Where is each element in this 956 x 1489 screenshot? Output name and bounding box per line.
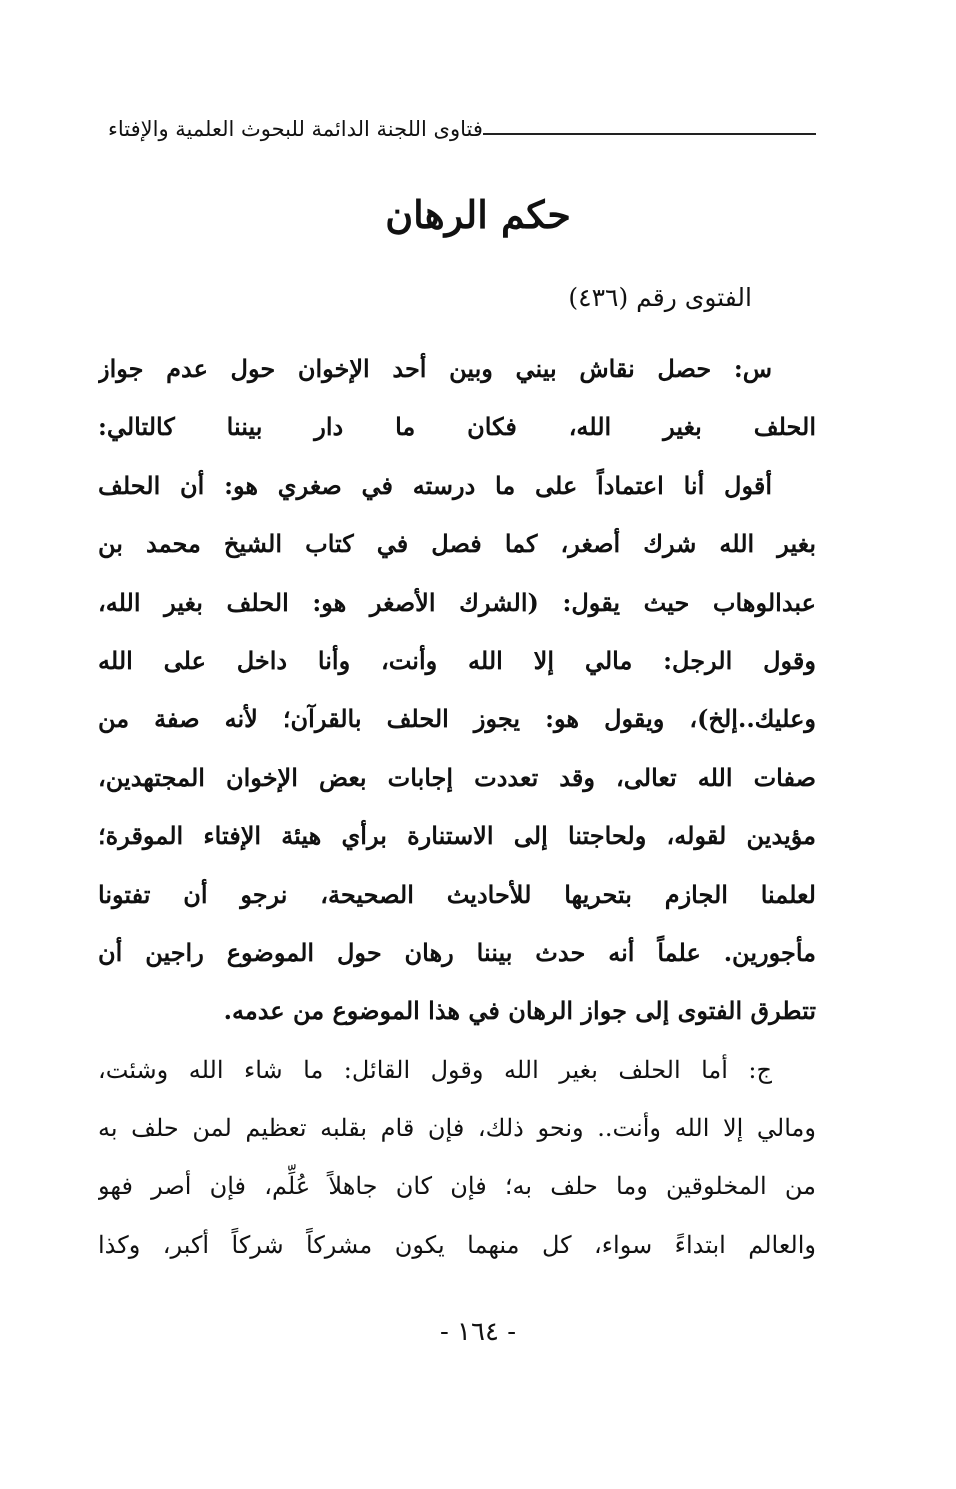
question-line: الحلف بغير الله، فكان ما دار بيننا كالتالي: <box>98 412 816 442</box>
running-header-title: فتاوى اللجنة الدائمة للبحوث العلمية والإفتاء <box>108 117 483 141</box>
answer-line: ج: أما الحلف بغير الله وقول القائل: ما شاء الله وشئت، <box>98 1055 772 1084</box>
page-number: - ١٦٤ - <box>439 1317 517 1347</box>
section-title: حكم الرهان <box>385 192 571 237</box>
body-text <box>98 340 816 1274</box>
answer-line: والعالم ابتداءً سواء، كل منهما يكون مشركاً شركاً أكبر، وكذا <box>98 1230 816 1259</box>
running-header <box>98 108 816 142</box>
question-line: مأجورين. علماً أنه حدث بيننا رهان حول الموضوع راجين أن <box>98 937 816 967</box>
question-line: صفات الله تعالى، وقد تعددت إجابات بعض الإخوان المجتهدين، <box>98 762 816 792</box>
question-line: لعلمنا الجازم بتحريها للأحاديث الصحيحة، نرجو أن تفتونا <box>98 879 816 909</box>
question-line: عبدالوهاب حيث يقول: (الشرك الأصغر هو: الحلف بغير الله، <box>98 587 816 617</box>
question-line: س: حصل نقاش بيني وبين أحد الإخوان حول عدم جواز <box>98 354 772 383</box>
question-line: مؤيدين لقوله، ولحاجتنا إلى الاستنارة برأي هيئة الإفتاء الموقرة؛ <box>98 821 816 851</box>
header-rule <box>483 133 816 135</box>
answer-line: ومالي إلا الله وأنت.. ونحو ذلك، فإن قام بقلبه تعظيم لمن حلف به <box>98 1114 816 1143</box>
question-line: وقول الرجل: مالي إلا الله وأنت، وأنا داخل على الله <box>98 645 816 675</box>
question-line: بغير الله شرك أصغر، كما فصل في كتاب الشيخ محمد بن <box>98 529 816 559</box>
question-line: تتطرق الفتوى إلى جواز الرهان في هذا الموضوع من عدمه. <box>223 996 816 1026</box>
question-line: وعليك..إلخ)، ويقول هو: يجوز الحلف بالقرآن؛ لأنه صفة من <box>98 704 816 734</box>
fatwa-number: الفتوى رقم (٤٣٦) <box>568 283 752 312</box>
question-line: أقول أنا اعتماداً على ما درسته في صغري هو: أن الحلف <box>98 470 772 500</box>
answer-line: من المخلوقين وما حلف به؛ فإن كان جاهلاً عُلِّم، فإن أصر فهو <box>98 1172 816 1201</box>
